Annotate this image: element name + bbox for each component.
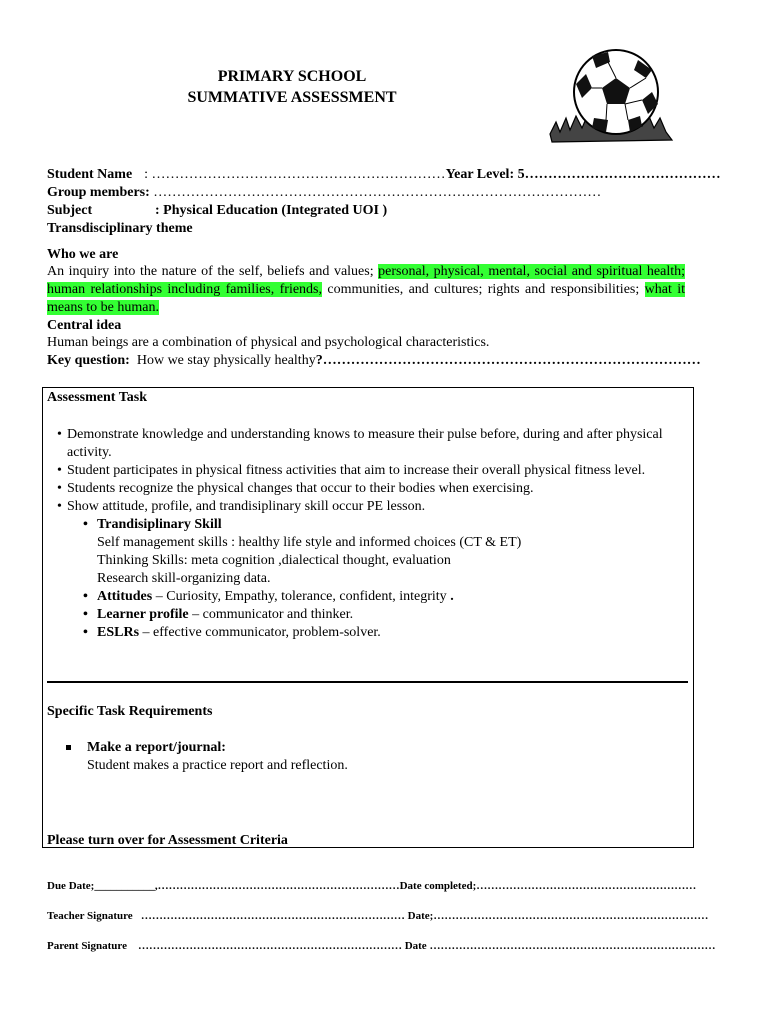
eslrs-item — [47, 624, 687, 642]
who-we-are-heading: Who we are — [47, 247, 119, 262]
skill-item — [47, 516, 687, 588]
attitudes-item — [47, 588, 687, 606]
report-item-label: Make a report/journal: — [87, 740, 226, 755]
key-question-tail: ?……………………………………………………………………… — [315, 353, 701, 368]
attitudes-end: . — [450, 589, 454, 604]
learner-profile-label: Learner profile — [97, 607, 189, 622]
eslrs-label: ESLRs — [97, 625, 140, 640]
due-date-row[interactable]: Due Date;___________,…………………………………………………………Date completed;…………………………………………………… — [47, 880, 697, 892]
task-bullet-2: • Student participates in physical fitness activities that aim to increase their overall physical fitness level. — [47, 462, 687, 480]
soccer-ball-icon — [548, 48, 674, 148]
parent-signature-row[interactable]: Parent Signature ……………………………………………………………… Date …………………………………………………………………… — [47, 940, 716, 952]
who-we-are-part-1: An inquiry into the nature of the self, beliefs and values; — [47, 264, 379, 279]
who-we-are-part-2: communities, and cultures; rights and responsibilities; — [322, 282, 645, 297]
task-bullet-4: • Show attitude, profile, and trandisiplinary skill occur PE lesson. — [47, 498, 687, 516]
attitudes-text: – Curiosity, Empathy, tolerance, confident, integrity — [152, 589, 451, 604]
report-item — [47, 739, 687, 775]
specific-task-list — [47, 739, 687, 775]
title-line-2: SUMMATIVE ASSESSMENT — [187, 89, 397, 106]
report-item-text: Student makes a practice report and reflection. — [87, 758, 348, 773]
turn-over-note: Please turn over for Assessment Criteria — [47, 833, 288, 848]
title-line-1: PRIMARY SCHOOL — [217, 68, 367, 85]
student-name-row — [47, 166, 721, 184]
eslrs-text: – effective communicator, problem-solver. — [139, 625, 381, 640]
section-divider — [47, 681, 688, 683]
theme-label: Transdisciplinary theme — [47, 221, 193, 236]
specific-task-heading: Specific Task Requirements — [47, 704, 213, 719]
key-question-text: How we stay physically healthy — [129, 353, 316, 368]
subject-label: Subject — [47, 203, 93, 218]
who-we-are-highlight-2: what it means to be human. — [47, 282, 685, 315]
subject-value: : Physical Education (Integrated UOI ) — [155, 203, 388, 218]
key-question-row — [47, 352, 701, 370]
skill-line-1: Self management skills : healthy life style and informed choices (CT & ET) — [97, 535, 522, 550]
student-name-field[interactable]: : ……………………………………………………… — [144, 167, 446, 182]
year-level[interactable]: Year Level: 5…………………………………… — [445, 167, 721, 182]
who-we-are-highlight-1: personal, physical, mental, social and spiritual health; human relationships including families, friends, — [47, 264, 685, 297]
group-members-row — [47, 184, 601, 202]
skill-heading: • Trandisiplinary Skill — [97, 517, 222, 532]
learner-profile-text: – communicator and thinker. — [188, 607, 354, 622]
skill-line-2: Thinking Skills: meta cognition ,dialectical thought, evaluation — [97, 553, 451, 568]
group-members-field[interactable]: …………………………………………………………………………………… — [153, 185, 602, 200]
group-members-label: Group members: — [47, 185, 150, 200]
subject-row — [47, 202, 387, 220]
assessment-task-heading: Assessment Task — [47, 390, 147, 405]
who-we-are-text — [47, 263, 685, 317]
central-idea-text: Human beings are a combination of physical and psychological characteristics. — [47, 335, 490, 350]
skill-line-3: Research skill-organizing data. — [97, 571, 271, 586]
student-name-label: Student Name — [47, 167, 133, 182]
learner-profile-item — [47, 606, 687, 624]
central-idea-heading: Central idea — [47, 318, 122, 333]
task-bullet-3: • Students recognize the physical changes that occur to their bodies when exercising. — [47, 480, 687, 498]
task-bullet-1: • Demonstrate knowledge and understanding knows to measure their pulse before, during and after physical activity. — [47, 426, 687, 462]
teacher-signature-row[interactable]: Teacher Signature ……………………………………………………………… Date;………………………………………………………………… — [47, 910, 709, 922]
assessment-task-list — [47, 426, 687, 642]
attitudes-label: Attitudes — [97, 589, 153, 604]
key-question-label: Key question: — [47, 353, 130, 368]
